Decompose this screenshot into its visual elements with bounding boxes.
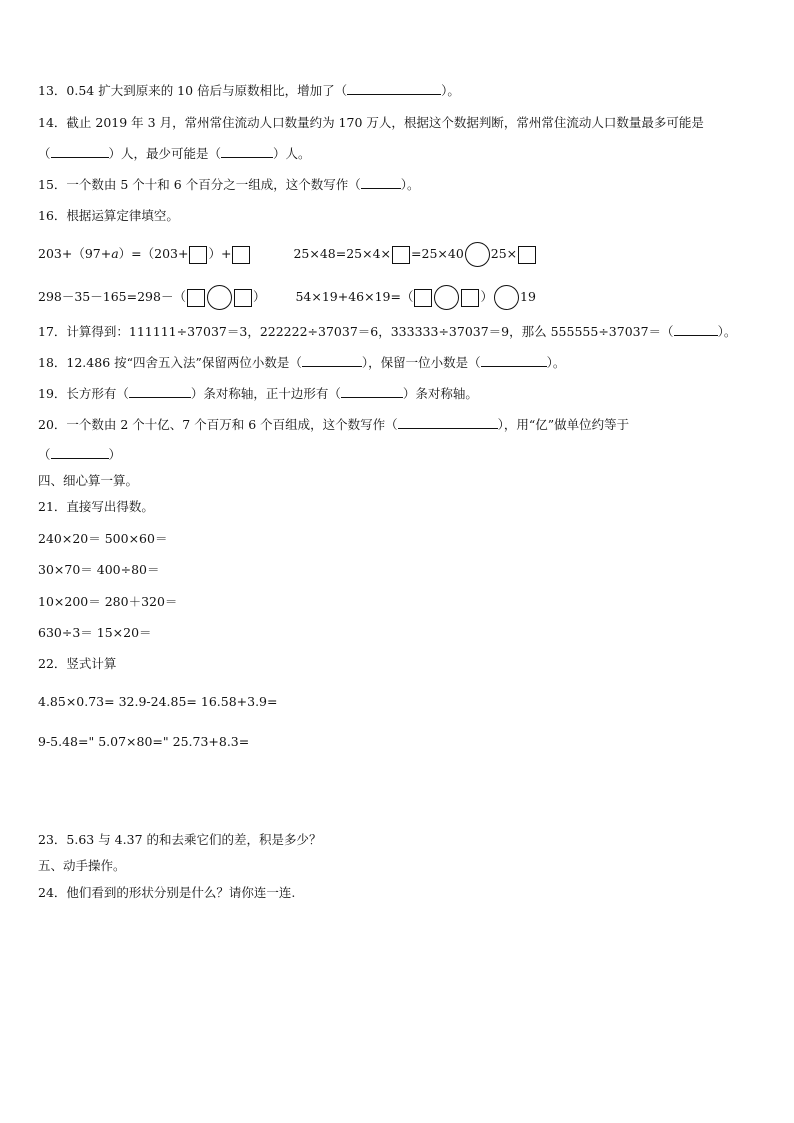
q15-blank[interactable]	[361, 176, 401, 189]
section-5-heading	[38, 857, 126, 875]
q22-row	[38, 693, 277, 711]
q18-text-mid: ），保留一位小数是（	[361, 355, 481, 370]
answer-box[interactable]	[392, 246, 410, 264]
q19-text-mid: ）条对称轴，正十边形有（	[190, 386, 341, 401]
q13-text: 13．0.54 扩大到原来的 10 倍后与原数相比，增加了（	[38, 83, 348, 98]
answer-box[interactable]	[234, 289, 252, 307]
question-22-title	[38, 655, 116, 673]
q18-blank-2[interactable]	[481, 354, 547, 367]
q23-text: 23．5.63 与 4.37 的和去乘它们的差，积是多少？	[38, 832, 322, 847]
q16-r1a-mid2: ）+	[208, 246, 232, 261]
q16-r2b-end: 19	[520, 289, 536, 304]
paren-open: （	[38, 146, 51, 161]
question-19	[38, 385, 478, 403]
q15-text: 15．一个数由 5 个十和 6 个百分之一组成，这个数写作（	[38, 177, 361, 192]
q14-blank-min[interactable]	[221, 145, 273, 158]
section-5-title: 五、动手操作。	[38, 858, 126, 873]
q21-row-text: 10×200＝ 280＋320＝	[38, 594, 178, 609]
q20-text: 20．一个数由 2 个十亿、7 个百万和 6 个百组成，这个数写作（	[38, 417, 398, 432]
q19-blank-2[interactable]	[341, 385, 403, 398]
question-20-line2	[38, 446, 121, 464]
q18-text: 18．12.486 按“四舍五入法”保留两位小数是（	[38, 355, 302, 370]
q21-row-text: 630÷3＝ 15×20＝	[38, 625, 152, 640]
question-16-row1	[38, 242, 537, 267]
answer-box[interactable]	[518, 246, 536, 264]
q20-text-mid: ），用“亿”做单位约等于	[497, 417, 630, 432]
q16-title: 16．根据运算定律填空。	[38, 208, 179, 223]
q22-row-text: 4.85×0.73= 32.9-24.85= 16.58+3.9=	[38, 694, 278, 709]
q21-row	[38, 530, 167, 548]
section-4-title: 四、细心算一算。	[38, 473, 139, 488]
question-23	[38, 831, 322, 849]
q21-row	[38, 561, 160, 579]
q21-row	[38, 593, 177, 611]
q13-blank[interactable]	[347, 82, 441, 95]
q14-text: 14．截止 2019 年 3 月，常州常住流动人口数量约为 170 万人，根据这个数据判断，常州常住流动人口数量最多可能是	[38, 115, 704, 130]
q16-r2a-end: ）	[252, 289, 266, 304]
q21-row	[38, 624, 152, 642]
q22-title: 22．竖式计算	[38, 656, 117, 671]
answer-box[interactable]	[414, 289, 432, 307]
operator-circle[interactable]	[207, 285, 232, 310]
q19-blank-1[interactable]	[129, 385, 191, 398]
answer-box[interactable]	[461, 289, 479, 307]
q16-r1a-mid: ）=（203+	[118, 246, 189, 261]
q19-text-end: ）条对称轴。	[402, 386, 478, 401]
operator-circle[interactable]	[494, 285, 519, 310]
question-21-title	[38, 498, 154, 516]
q15-text-end: ）。	[400, 177, 420, 192]
q16-r2b-mid: ）	[480, 289, 493, 304]
q21-row-text: 240×20＝ 500×60＝	[38, 531, 168, 546]
q14-text-mid: ）人，最少可能是（	[108, 146, 222, 161]
question-24	[38, 884, 295, 902]
q16-r1b-mid2: 25×	[490, 246, 518, 261]
q16-r1a-text: 203+（97+	[38, 246, 112, 261]
question-17	[38, 323, 736, 341]
q20-blank-2[interactable]	[51, 446, 109, 459]
answer-box[interactable]	[187, 289, 205, 307]
q24-text: 24．他们看到的形状分别是什么？请你连一连.	[38, 885, 296, 900]
q17-text: 17．计算得到：111111÷37037＝3，222222÷37037＝6，333333÷37037＝9，那么 555555÷37037＝（	[38, 324, 674, 339]
q16-r2b-text: 54×19+46×19=（	[295, 289, 414, 304]
q16-r1b-mid: =25×40	[411, 246, 464, 261]
q21-row-text: 30×70＝ 400÷80＝	[38, 562, 160, 577]
q20-blank-1[interactable]	[398, 416, 498, 429]
answer-box[interactable]	[189, 246, 207, 264]
operator-circle[interactable]	[434, 285, 459, 310]
question-14	[38, 114, 704, 132]
question-18	[38, 354, 565, 372]
question-20	[38, 416, 629, 434]
question-13	[38, 82, 460, 100]
section-4-heading	[38, 472, 138, 490]
q14-text-end: ）人。	[273, 146, 311, 161]
q18-text-end: ）。	[546, 355, 566, 370]
q17-text-end: ）。	[717, 324, 737, 339]
q16-r2a-text: 298－35－165=298－（	[38, 289, 186, 304]
q19-text: 19．长方形有（	[38, 386, 129, 401]
q16-r1b-text: 25×48=25×4×	[293, 246, 392, 261]
question-15	[38, 176, 419, 194]
q17-blank[interactable]	[674, 323, 718, 336]
variable-a: a	[111, 246, 119, 261]
question-16-row2	[38, 285, 536, 310]
q22-row-text: 9-5.48=" 5.07×80=" 25.73+8.3=	[38, 734, 250, 749]
paren-open: （	[38, 447, 51, 462]
answer-box[interactable]	[232, 246, 250, 264]
question-14-line2	[38, 145, 311, 163]
q14-blank-max[interactable]	[51, 145, 109, 158]
q22-row	[38, 733, 249, 751]
question-16-title	[38, 207, 179, 225]
operator-circle[interactable]	[465, 242, 490, 267]
q21-title: 21．直接写出得数。	[38, 499, 154, 514]
q13-text-end: ）。	[441, 83, 460, 98]
q18-blank-1[interactable]	[302, 354, 362, 367]
paren-close: ）	[108, 447, 122, 462]
